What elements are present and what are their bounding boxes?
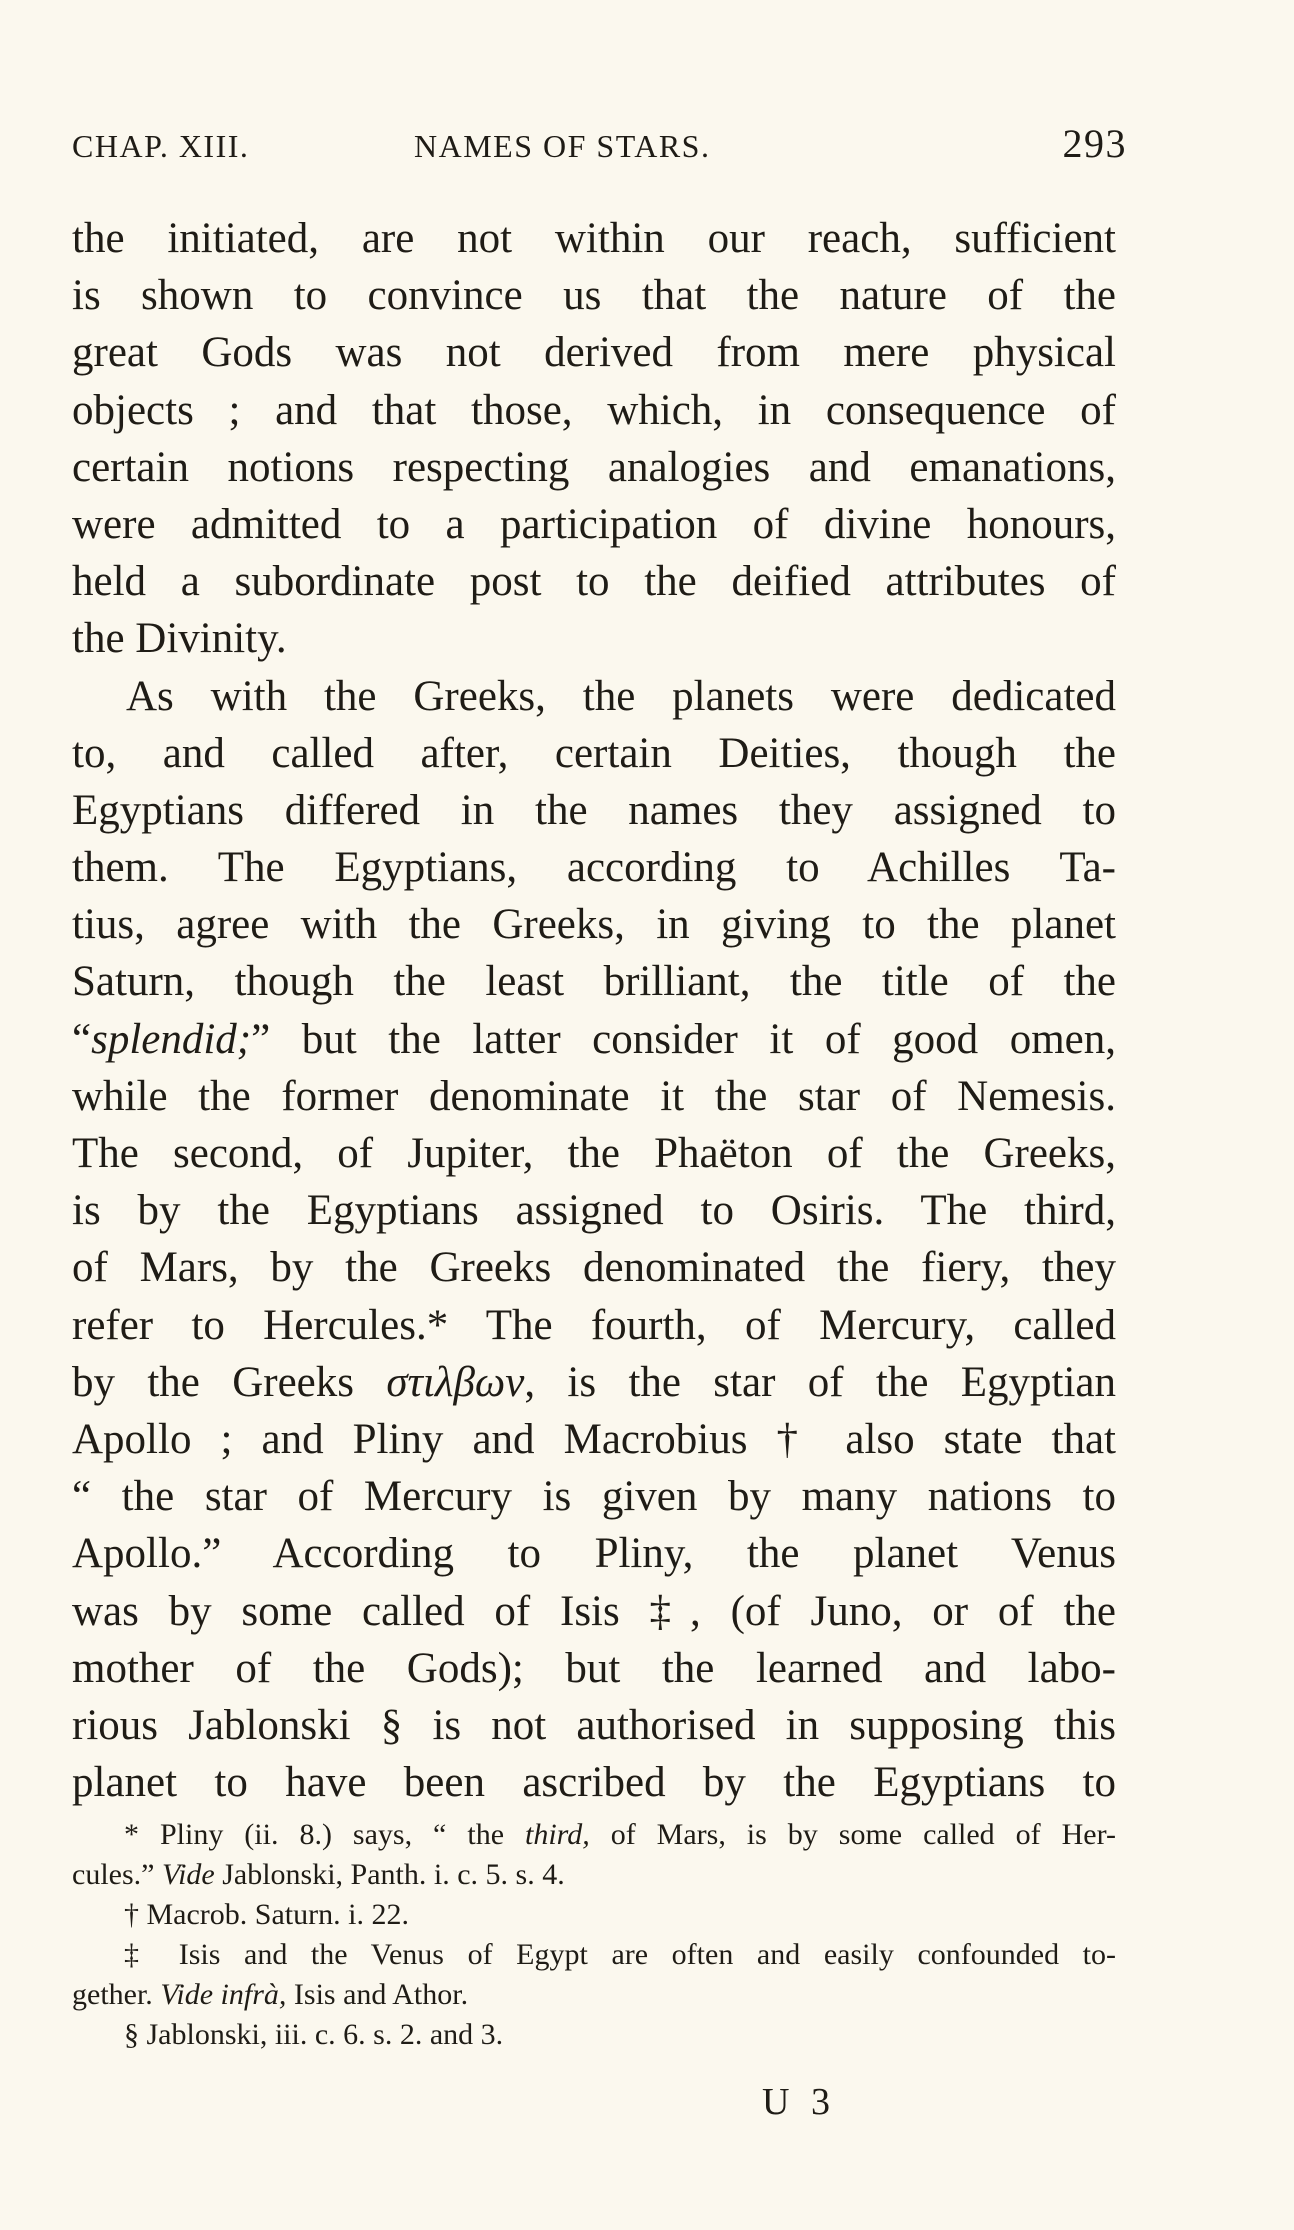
line-rest: ” but the latter consider it of good omen, [251,1015,1116,1063]
signature-mark: U 3 [762,2081,836,2123]
footnote-line: ‡ Isis and the Venus of Egypt are often and easily confounded to- [124,1938,1116,1971]
footnote-line [72,1815,1116,1855]
text-line: the initiated, are not within our reach, sufficient [72,215,1116,262]
greek-word: στιλβων [386,1358,525,1406]
footnote-text: Isis and Athor. [286,1978,469,2011]
footnote-text: gether. [72,1978,161,2011]
footnote-line: † Macrob. Saturn. i. 22. [124,1898,409,1931]
footnote-line [72,1855,1116,1895]
body-text [72,210,1116,1811]
text-line: Apollo.” According to Pliny, the planet Venus [72,1530,1116,1578]
text-line: certain notions respecting analogies and emanations, [72,443,1116,491]
text-line: were admitted to a participation of divine honours, [72,500,1116,548]
footnote-text: cules.” [72,1858,162,1891]
footnote-line: § Jablonski, iii. c. 6. s. 2. and 3. [124,2018,504,2051]
line-start: by the Greeks [72,1358,387,1406]
footnote-text: of Mars, is by some called of Her- [589,1818,1116,1851]
footnote-italic: Vide infrà, [160,1978,287,2011]
text-line: held a subordinate post to the deified attributes of [72,558,1116,606]
line-rest: , is the star of the Egyptian [524,1358,1116,1406]
text-line: “ the star of Mercury is given by many nations to [72,1473,1116,1521]
footnote-text: Jablonski, Panth. i. c. 5. s. 4. [214,1858,565,1891]
footnote-text: * Pliny (ii. 8.) says, “ the [124,1818,525,1851]
text-line [72,1354,1116,1411]
text-line: planet to have been ascribed by the Egyptians to [72,1759,1116,1807]
italic-splendid: splendid; [91,1015,252,1063]
paragraph-start-line: As with the Greeks, the planets were dedicated [126,672,1116,720]
open-quote: “ [72,1015,92,1063]
text-line: objects ; and that those, which, in consequence of [72,386,1116,434]
text-line: was by some called of Isis ‡, (of Juno, or of the [72,1587,1116,1635]
text-line: refer to Hercules.* The fourth, of Mercury, called [72,1301,1116,1349]
text-line: Apollo ; and Pliny and Macrobius † also state that [72,1415,1116,1463]
footnote-italic: third, [524,1818,590,1851]
text-line: great Gods was not derived from mere physical [72,329,1116,377]
footnotes [72,1815,1116,2055]
footnote-line [72,1975,1116,2015]
chapter-label: CHAP. XIII. [72,128,250,164]
text-line: is by the Egyptians assigned to Osiris. The third, [72,1187,1116,1235]
page-number: 293 [1062,121,1127,166]
text-line: while the former denominate it the star of Nemesis. [72,1072,1116,1120]
text-line: The second, of Jupiter, the Phaëton of the Greeks, [72,1130,1116,1177]
text-line: tius, agree with the Greeks, in giving to the planet [72,901,1116,949]
text-line: mother of the Gods); but the learned and labo- [72,1644,1116,1692]
running-header [72,121,1127,178]
text-line: to, and called after, certain Deities, though the [72,729,1116,777]
text-line: rious Jablonski § is not authorised in supposing this [72,1701,1116,1749]
text-line: of Mars, by the Greeks denominated the fiery, they [72,1244,1116,1292]
running-title: NAMES OF STARS. [414,128,711,164]
text-line: is shown to convince us that the nature of the [72,272,1116,320]
text-line: Egyptians differed in the names they assigned to [72,786,1116,834]
footnote-italic: Vide [161,1858,215,1891]
text-line: Saturn, though the least brilliant, the title of the [72,958,1116,1006]
text-line: the Divinity. [72,615,287,663]
text-line [72,1011,1116,1068]
text-line: them. The Egyptians, according to Achilles Ta- [72,844,1116,892]
